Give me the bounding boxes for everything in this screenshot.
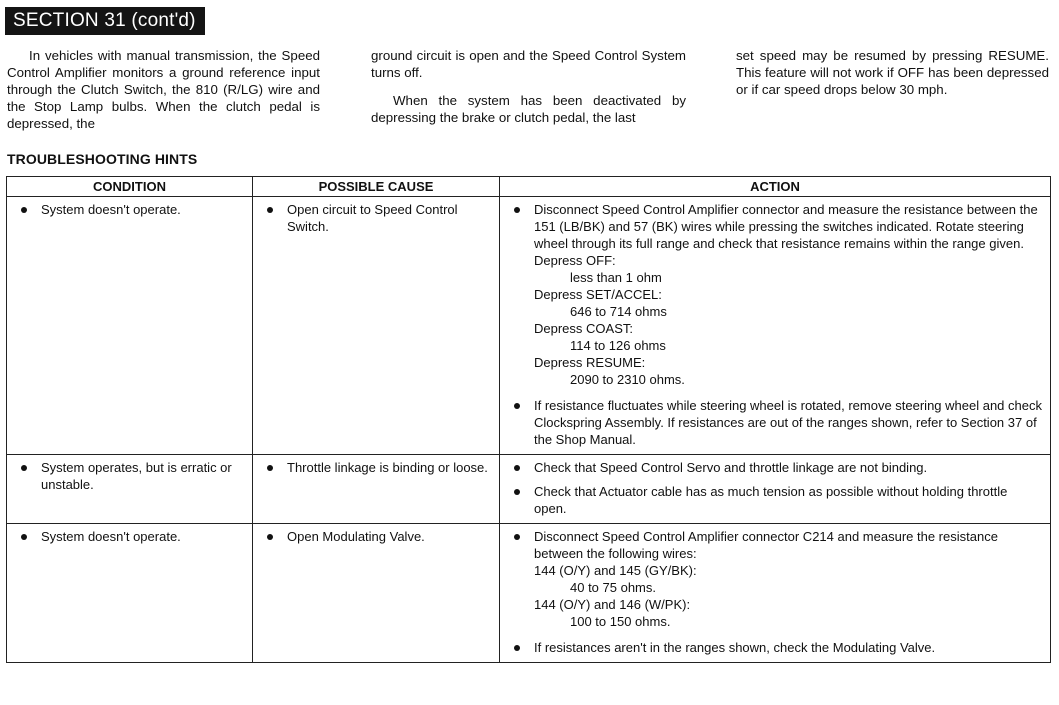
resistance-readings [512,562,1042,630]
header-condition: CONDITION [7,177,253,197]
intro-paragraph: In vehicles with manual transmission, the Speed Control Amplifier monitors a ground reference input through the Clutch Switch, the 810 (R/LG) wire and the Stop Lamp bulbs. When the clutch pedal is depressed, the [7,48,320,131]
reading-label: 144 (O/Y) and 145 (GY/BK): [534,563,697,578]
table-row [7,455,1051,524]
intro-column-2 [371,47,686,137]
reading-value: 100 to 150 ohms. [570,614,671,629]
action-text: If resistances aren't in the ranges shown, check the Modulating Valve. [512,639,1042,656]
reading-value: 646 to 714 ohms [570,304,667,319]
action-cell [500,197,1051,455]
action-cell [500,524,1051,663]
reading-value: 40 to 75 ohms. [570,580,656,595]
reading-value: 114 to 126 ohms [570,338,666,353]
reading-label: Depress SET/ACCEL: [534,287,662,302]
header-action: ACTION [500,177,1051,197]
reading-label: Depress OFF: [534,253,616,268]
cause-cell [253,524,500,663]
action-text: Check that Actuator cable has as much tension as possible without holding throttle open. [512,483,1042,517]
reading-value: less than 1 ohm [570,270,662,285]
resistance-readings [512,252,1042,388]
intro-paragraph: When the system has been deactivated by depressing the brake or clutch pedal, the last [371,93,686,125]
condition-cell [7,524,253,663]
condition-cell [7,455,253,524]
action-text: Disconnect Speed Control Amplifier connector C214 and measure the resistance between the following wires: [512,528,1042,562]
section-title: SECTION 31 (cont'd) [5,7,205,35]
cause-text: Open circuit to Speed Control Switch. [265,201,491,235]
action-text: If resistance fluctuates while steering wheel is rotated, remove steering wheel and check Clockspring Assembly. If resistances are out of the ranges shown, refer to Section 37 of the Shop Manual. [512,397,1042,448]
action-cell [500,455,1051,524]
table-header-row [7,177,1051,197]
condition-text: System doesn't operate. [19,528,244,545]
reading-label: Depress COAST: [534,321,633,336]
condition-text: System doesn't operate. [19,201,244,218]
reading-value: 2090 to 2310 ohms. [570,372,685,387]
condition-text: System operates, but is erratic or unstable. [19,459,244,493]
action-text: Check that Speed Control Servo and throttle linkage are not binding. [512,459,1042,476]
troubleshooting-table [6,176,1051,663]
cause-text: Throttle linkage is binding or loose. [265,459,491,476]
intro-paragraph: ground circuit is open and the Speed Control System turns off. [371,48,686,80]
table-row [7,197,1051,455]
intro-column-3 [736,47,1049,109]
cause-cell [253,197,500,455]
table-row [7,524,1051,663]
reading-label: Depress RESUME: [534,355,646,370]
intro-paragraph: set speed may be resumed by pressing RESUME. This feature will not work if OFF has been depressed or if car speed drops below 30 mph. [736,48,1049,97]
condition-cell [7,197,253,455]
action-text: Disconnect Speed Control Amplifier connector and measure the resistance between the 151 (LB/BK) and 57 (BK) wires while pressing the switches indicated. Rotate steering wheel through its full range and check that resistance remains within the range given. [512,201,1042,252]
header-possible-cause: POSSIBLE CAUSE [253,177,500,197]
reading-label: 144 (O/Y) and 146 (W/PK): [534,597,691,612]
cause-cell [253,455,500,524]
cause-text: Open Modulating Valve. [265,528,491,545]
troubleshooting-heading: TROUBLESHOOTING HINTS [7,151,198,167]
intro-column-1 [7,47,320,143]
